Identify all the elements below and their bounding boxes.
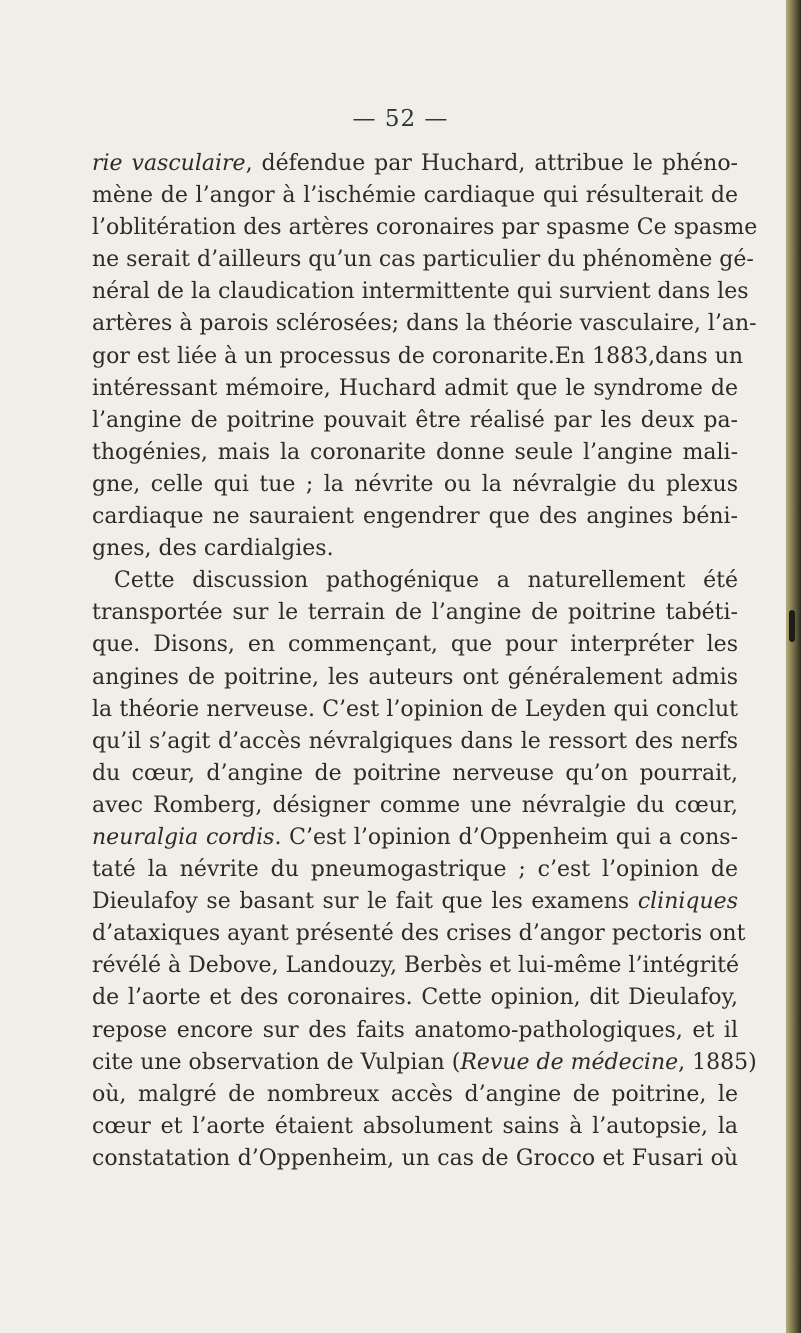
body-text — [92, 148, 758, 1175]
text-segment: Dieulafoy se basant sur le fait que les examens — [92, 889, 638, 915]
text-segment: , 1885) — [678, 1049, 757, 1075]
italic-text: rie vasculaire — [92, 151, 246, 176]
text-segment: thogénies, mais la coronarite donne seule l’angine mali- — [92, 439, 738, 465]
text-segment: l’oblitération des artères coronaires par spasme Ce spasme — [92, 215, 758, 241]
text-segment: néral de la claudication intermittente qui survient dans les — [92, 279, 749, 305]
text-line — [92, 1143, 738, 1175]
text-line — [92, 950, 738, 982]
text-segment: cœur et l’aorte étaient absolument sains à l’autopsie, la — [92, 1113, 738, 1139]
text-line — [92, 629, 738, 661]
text-segment: , défendue par Huchard, attribue le phéno- — [245, 151, 738, 176]
text-line — [92, 212, 758, 244]
text-segment: gne, celle qui tue ; la névrite ou la névralgie du plexus — [92, 471, 738, 497]
text-segment: . C’est l’opinion d’Oppenheim qui a cons- — [274, 824, 739, 850]
text-line — [92, 308, 757, 340]
text-segment: gor est liée à un processus de coronarite.En 1883,dans un — [92, 343, 744, 369]
text-line — [92, 822, 738, 854]
text-line — [92, 244, 754, 276]
text-segment: artères à parois sclérosées; dans la théorie vasculaire, l’an- — [92, 311, 757, 337]
page-edge-mark — [789, 610, 795, 642]
text-segment: angines de poitrine, les auteurs ont généralement admis — [92, 664, 738, 690]
text-segment: Cette discussion pathogénique a naturellement été — [114, 568, 738, 594]
text-line — [92, 597, 738, 629]
text-segment: qu’il s’agit d’accès névralgiques dans le ressort des nerfs — [92, 728, 738, 754]
text-line — [92, 437, 738, 469]
text-line — [92, 694, 738, 726]
text-line — [92, 854, 738, 886]
text-segment: intéressant mémoire, Huchard admit que le syndrome de — [92, 375, 738, 401]
text-line — [92, 148, 738, 180]
text-line — [92, 1047, 757, 1079]
text-line — [92, 918, 746, 950]
text-segment: où, malgré de nombreux accès d’angine de poitrine, le — [92, 1081, 738, 1107]
text-line — [92, 341, 744, 373]
text-segment: avec Romberg, désigner comme une névralgie du cœur, — [92, 792, 738, 818]
text-segment: révélé à Debove, Landouzy, Berbès et lui-même l’intégrité — [92, 953, 740, 979]
text-segment: mène de l’angor à l’ischémie cardiaque qui résulterait de — [92, 183, 738, 209]
text-line — [92, 1111, 738, 1143]
text-line — [92, 469, 738, 501]
text-segment: que. Disons, en commençant, que pour interpréter les — [92, 632, 738, 658]
text-segment: cite une observation de Vulpian ( — [92, 1049, 461, 1075]
text-segment: de l’aorte et des coronaires. Cette opinion, dit Dieulafoy, — [92, 985, 738, 1011]
text-segment: taté la névrite du pneumogastrique ; c’est l’opinion de — [92, 857, 738, 883]
italic-text: cliniques — [637, 889, 738, 915]
page-number: — 52 — — [352, 106, 449, 132]
text-line — [92, 662, 738, 694]
text-segment: la théorie nerveuse. C’est l’opinion de Leyden qui conclut — [92, 696, 738, 722]
text-segment: l’angine de poitrine pouvait être réalisé par les deux pa- — [92, 407, 738, 433]
text-segment: cardiaque ne sauraient engendrer que des angines béni- — [92, 504, 738, 530]
italic-text: neuralgia cordis — [92, 824, 275, 850]
text-segment: transportée sur le terrain de l’angine de poitrine tabéti- — [92, 600, 738, 626]
text-segment: d’ataxiques ayant présenté des crises d’angor pectoris ont — [92, 921, 746, 947]
text-line — [92, 276, 749, 308]
text-segment: repose encore sur des faits anatomo-pathologiques, et il — [92, 1017, 738, 1043]
text-line — [92, 1079, 738, 1111]
text-line — [92, 180, 738, 212]
text-line — [92, 982, 738, 1014]
text-line — [92, 886, 738, 918]
text-segment: constatation d’Oppenheim, un cas de Grocco et Fusari où — [92, 1145, 738, 1171]
text-segment: ne serait d’ailleurs qu’un cas particulier du phénomène gé- — [92, 247, 754, 273]
text-line — [92, 533, 738, 565]
text-segment: gnes, des cardialgies. — [92, 536, 334, 562]
page-edge-shadow — [786, 0, 801, 1333]
text-line — [92, 373, 738, 405]
text-line — [92, 1015, 738, 1047]
text-line — [92, 758, 738, 790]
italic-text: Revue de médecine — [460, 1049, 679, 1075]
text-line — [92, 790, 738, 822]
text-segment: du cœur, d’angine de poitrine nerveuse qu’on pourrait, — [92, 760, 738, 786]
text-line — [92, 405, 738, 437]
text-line — [92, 501, 738, 533]
text-line — [92, 726, 738, 758]
text-line — [92, 565, 738, 597]
